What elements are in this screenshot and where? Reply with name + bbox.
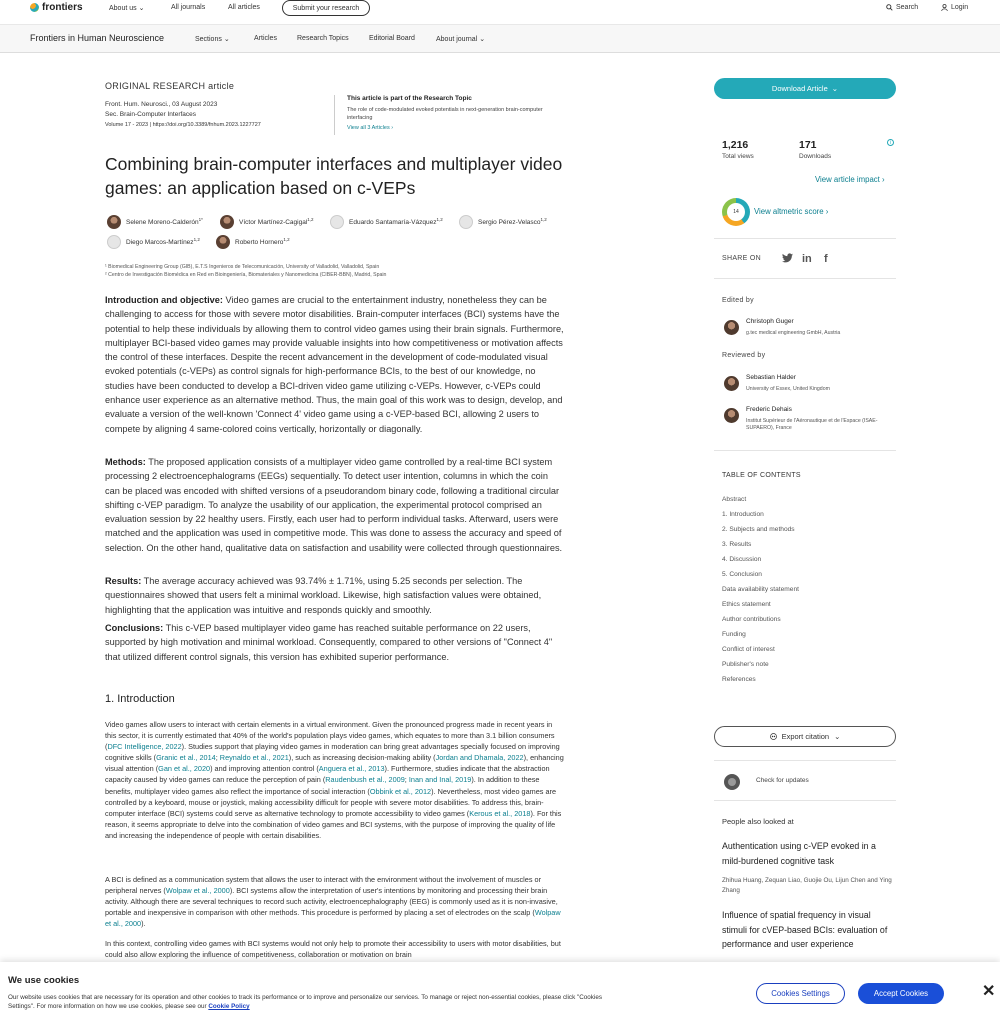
nav-all-journals[interactable]: All journals [171, 4, 206, 11]
reviewer-affiliation: Institut Supérieur de l'Aéronautique et de l'Espace (ISAE-SUPAERO), France [746, 418, 878, 431]
affiliation: ² Centro de Investigación Biomédica en Red en Bioingeniería, Biomateriales y Nanomedicina (CIBER-BBN), Madrid, Spain [105, 272, 387, 278]
toc-item[interactable]: Data availability statement [722, 586, 799, 593]
nav-articles[interactable]: Articles [254, 35, 277, 42]
editor-affiliation: g.tec medical engineering GmbH, Austria [746, 330, 841, 336]
citation-link[interactable]: Granic et al., 2014 [156, 753, 216, 763]
affiliation: ¹ Biomedical Engineering Group (GIB), E.T.S Ingenieros de Telecomunicación, University of Valladolid, Valladolid, Spain [105, 264, 380, 270]
section-heading: 1. Introduction [105, 693, 175, 705]
reviewer-affiliation: University of Essex, United Kingdom [746, 386, 830, 392]
author-avatar-placeholder [459, 215, 473, 229]
altmetric-score: 14 [727, 203, 745, 221]
nav-editorial-board[interactable]: Editorial Board [369, 35, 415, 42]
cookie-text: Our website uses cookies that are necessary for its operation and other cookies to track its performance or to improve and personalize our services. To manage or reject non-essential cookies, please click "Cookies Settings". For more information on how we use cookies, please see our Cookie Policy [8, 994, 602, 1010]
toc-item[interactable]: Funding [722, 631, 746, 638]
abstract-results: Results: The average accuracy achieved was 93.74% ± 1.71%, using 5.25 seconds per selection. The questionnaires showed that users felt a minimal workload. Likewise, high satisfaction values were obtained, highlighting that the application was intuitive and responds quickly and smoothly. [105, 576, 542, 615]
people-also-looked-at-heading: People also looked at [722, 817, 794, 826]
toc-item[interactable]: 4. Discussion [722, 556, 762, 563]
paragraph: Video games allow users to interact with certain elements in a virtual environment. Given the pronounced progress made in recent years in this sector, it is currently estimated that 40% of the world's population plays video games, which equates to more than 3.1 billion consumers (DFC Intelligence, 2022). Studies support that playing video games in moderation can bring great advantages specially focused on improving cognitive skills (Granic et al., 2014; Reynaldo et al., 2021), such as increasing decision-making ability (Jordan and Dhamala, 2022), enhancing visual attention (Gan et al., 2020) and improving attention control (Anguera et al., 2013). Furthermore, studies indicate that the abstraction capacity caused by video games can reduce the perception of pain (Raudenbush et al., 2009; Inan and Inal, 2019). In addition to these benefits, multiplayer video games also reflect the importance of social interaction (Obbink et al., 2012). Nevertheless, most video games are controlled by a keyboard, mouse or joystick, making accessibility difficult for people with severe motor disabilities. To address this, brain-computer interface (BCI) systems could serve as alternative technology to promote accessibility to video games (Kerous et al., 2018). For this reason, it seems appropriate to delve into the combination of video games and BCI systems, with the purpose of improving the quality of life and increasing the independence of people with certain disabilities. [105, 720, 564, 840]
crossmark-icon[interactable] [724, 774, 740, 790]
quote-icon [770, 733, 777, 740]
toc-heading: TABLE OF CONTENTS [722, 472, 801, 479]
toc-item[interactable]: Abstract [722, 496, 747, 503]
author[interactable]: Roberto Hornero$^{1,2}$ [216, 235, 290, 249]
citation-link[interactable]: Reynaldo et al., 2021 [219, 753, 289, 763]
citation-link[interactable]: Jordan and Dhamala, 2022 [435, 753, 524, 763]
related-article-authors: Zhihua Huang, Zequan Liao, Guojie Ou, Lijun Chen and Ying Zhang [722, 877, 892, 894]
submit-research-button[interactable]: Submit your research [282, 0, 370, 16]
search-button[interactable]: Search [886, 4, 918, 11]
info-icon[interactable]: i [887, 139, 894, 146]
nav-about-journal[interactable]: About journal ⌄ [436, 36, 486, 43]
citation-link[interactable]: Kerous et al., 2018 [469, 808, 531, 818]
toc-item[interactable]: 2. Subjects and methods [722, 526, 795, 533]
view-all-articles-link[interactable]: View all 3 Articles › [347, 125, 394, 131]
frontiers-logo[interactable] [30, 2, 83, 13]
journal-citation: Front. Hum. Neurosci., 03 August 2023 [105, 101, 218, 108]
author-avatar [107, 215, 121, 229]
author-avatar [216, 235, 230, 249]
journal-title[interactable]: Frontiers in Human Neuroscience [30, 33, 165, 43]
cookie-banner [0, 962, 1000, 1015]
share-on-label: SHARE ON [722, 255, 761, 262]
related-article-title[interactable]: Influence of spatial frequency in visual stimuli for cVEP-based BCIs: evaluation of performance and user experience [722, 910, 888, 949]
export-citation-button[interactable]: Export citation ⌄ [714, 726, 896, 747]
citation-link[interactable]: Raudenbush et al., 2009 [325, 775, 405, 785]
citation-link[interactable]: DFC Intelligence, 2022 [107, 742, 182, 752]
editor-name: Christoph Guger [746, 318, 794, 325]
nav-all-articles[interactable]: All articles [228, 4, 260, 11]
topic-title[interactable]: The role of code-modulated evoked potentials in next-generation brain-computer interfacing [347, 107, 543, 121]
user-icon [941, 4, 948, 11]
divider [714, 278, 896, 279]
author[interactable]: Sergio Pérez-Velasco$^{1,2}$ [459, 215, 547, 229]
reviewer-name: Frederic Dehais [746, 406, 792, 413]
edited-by-label: Edited by [722, 297, 754, 304]
divider [714, 760, 896, 761]
related-article-title[interactable]: Authentication using c-VEP evoked in a mild-burdened cognitive task [722, 841, 876, 866]
abstract-conclusions: Conclusions: This c-VEP based multiplayer video game has reached suitable performance on 22 users, supported by high motivation and minimal workload. Consequently, compared to other versions of "Connect 4" that utilized different control signals, this version has exhibited superior performance. [105, 623, 553, 662]
view-altmetric-link[interactable]: View altmetric score › [754, 207, 829, 216]
check-for-updates-link[interactable]: Check for updates [756, 777, 809, 784]
divider [714, 450, 896, 451]
nav-research-topics[interactable]: Research Topics [297, 35, 349, 42]
toc-item[interactable]: Author contributions [722, 616, 781, 623]
article-type: ORIGINAL RESEARCH article [105, 81, 235, 91]
downloads-count: 171 [799, 139, 817, 151]
search-icon [886, 4, 893, 11]
download-article-button[interactable]: Download Article ⌄ [714, 78, 896, 99]
chevron-down-icon: ⌄ [223, 36, 230, 43]
toc-item[interactable]: References [722, 676, 756, 683]
toc-item[interactable]: 3. Results [722, 541, 752, 548]
cookie-heading: We use cookies [8, 975, 80, 986]
chevron-down-icon: ⌄ [831, 84, 839, 93]
paragraph: In this context, controlling video games with BCI systems would not only help to promote their accessibility to users with motor disabilities, but could also allow exploring the influence of competitiveness, collaboration or motivation on brain [105, 939, 561, 960]
abstract-methods: Methods: The proposed application consists of a multiplayer video game controlled by a real-time BCI system processing 2 electroencephalograms (EEGs) sequentially. To detect user intention, columns in which the coin can be placed was encoded with shifted versions of a pseudorandom binary code, following a traditional circular shifting c-VEP paradigm. To analyze the usability of our application, the experimental protocol comprised an evaluation session by 22 healthy users. Firstly, each user had to perform individual tasks. Afterward, users were matched and the application was used in competitive mode. This was done to assess the accuracy and speed of selection. On the other hand, qualitative data on satisfaction and usability were collected through questionnaires. [105, 457, 563, 553]
accept-cookies-button[interactable]: Accept Cookies [858, 983, 944, 1004]
topic-label: This article is part of the Research Topic [347, 95, 472, 102]
cookie-policy-link[interactable]: Cookie Policy [208, 1003, 250, 1010]
chevron-right-icon: › [391, 125, 394, 131]
downloads-label: Downloads [799, 153, 832, 160]
reviewed-by-label: Reviewed by [722, 352, 766, 359]
nav-sections[interactable]: Sections ⌄ [195, 36, 230, 43]
editor[interactable] [724, 318, 896, 337]
editor-avatar [724, 320, 739, 335]
author[interactable]: Selene Moreno-Calderón$^{1*}$ [107, 215, 203, 229]
journal-nav [0, 24, 1000, 53]
toc-item[interactable]: 5. Conclusion [722, 571, 762, 578]
author-avatar [220, 215, 234, 229]
toc-item[interactable]: Ethics statement [722, 601, 771, 608]
total-views-count: 1,216 [722, 139, 749, 151]
author-avatar-placeholder [107, 235, 121, 249]
research-topic-box [334, 95, 564, 135]
author[interactable]: Eduardo Santamaría-Vázquez$^{1,2}$ [330, 215, 443, 229]
frontiers-logo-icon [30, 3, 39, 12]
author[interactable]: Víctor Martínez-Cagigal$^{1,2}$ [220, 215, 314, 229]
reviewer[interactable] [724, 406, 896, 432]
citation-link[interactable]: Wolpaw et al., 2000 [105, 908, 561, 929]
altmetric-badge-icon[interactable] [722, 198, 750, 226]
view-article-impact-link[interactable]: View article impact › [815, 175, 885, 184]
reviewer-avatar [724, 408, 739, 423]
toc-item[interactable]: 1. Introduction [722, 511, 764, 518]
toc-item[interactable]: Publisher's note [722, 661, 769, 668]
reviewer[interactable] [724, 374, 896, 393]
abstract-intro: Introduction and objective: Video games are crucial to the entertainment industry, nonetheless they can be challenging to access for those with severe motor disabilities. Brain-computer interfaces (BCI) systems have the potential to help these individuals by allowing them to control video games using their brain signals. Furthermore, multiplayer BCI-based video games may provide valuable insights into how competitiveness or motivation affects the control of these interfaces. Despite the recent advancement in the development of code-modulated visual evoked potentials (c-VEPs) as control signals for high-performance BCIs, to the best of our knowledge, no studies have been conducted to develop a BCI-driven video game utilizing c-VEPs. However, c-VEPs could enhance user experience as an alternative method. Thus, the main goal of this work was to design, develop, and evaluate a version of the well-known 'Connect 4' video game using a c-VEP-based BCI, allowing 2 users to compete by aligning 4 same-colored coins vertically, horizontally or diagonally. [105, 295, 564, 434]
logo-text: frontiers [42, 2, 83, 13]
facebook-icon[interactable]: f [824, 253, 828, 265]
chevron-down-icon: ⌄ [834, 732, 841, 741]
citation-link[interactable]: Wolpaw et al., 2000 [165, 886, 230, 896]
citation-link[interactable]: Obbink et al., 2012 [369, 786, 432, 796]
toc-item[interactable]: Conflict of interest [722, 646, 775, 653]
citation-link[interactable]: Gan et al., 2020 [158, 764, 211, 774]
login-button[interactable]: Login [941, 4, 968, 11]
divider [714, 800, 896, 801]
citation-link[interactable]: Anguera et al., 2013 [318, 764, 385, 774]
top-bar [0, 0, 1000, 18]
divider [714, 238, 896, 239]
author[interactable]: Diego Marcos-Martínez$^{1,2}$ [107, 235, 200, 249]
reviewer-name: Sebastian Halder [746, 374, 796, 381]
author-avatar-placeholder [330, 215, 344, 229]
citation-link[interactable]: Inan and Inal, 2019 [408, 775, 472, 785]
article-title: Combining brain-computer interfaces and multiplayer video games: an application based on c-VEPs [105, 154, 563, 198]
nav-about-us[interactable]: About us ⌄ [109, 5, 145, 12]
linkedin-icon[interactable]: in [802, 253, 812, 265]
reviewer-avatar [724, 376, 739, 391]
paragraph: A BCI is defined as a communication system that allows the user to interact with the environment without the involvement of muscles or peripheral nerves (Wolpaw et al., 2000). BCI systems allow the interpretation of user's intentions by monitoring and processing their brain activity. Although there are several techniques to record such activity, electroencephalography (EEG) is commonly used as it is non-invasive, portable and inexpensive in comparison with other methods. This procedure is performed by placing a set of electrodes on the scalp (Wolpaw et al., 2000). [105, 875, 561, 929]
cookies-settings-button[interactable]: Cookies Settings [756, 983, 845, 1004]
close-icon[interactable]: ✕ [982, 983, 996, 1000]
chevron-down-icon: ⌄ [138, 5, 145, 12]
total-views-label: Total views [722, 153, 754, 160]
doi-line[interactable]: Volume 17 - 2023 | https://doi.org/10.3389/fnhum.2023.1227727 [105, 122, 261, 128]
twitter-icon[interactable] [782, 253, 793, 266]
chevron-down-icon: ⌄ [479, 36, 486, 43]
section-name[interactable]: Sec. Brain-Computer Interfaces [105, 111, 197, 118]
